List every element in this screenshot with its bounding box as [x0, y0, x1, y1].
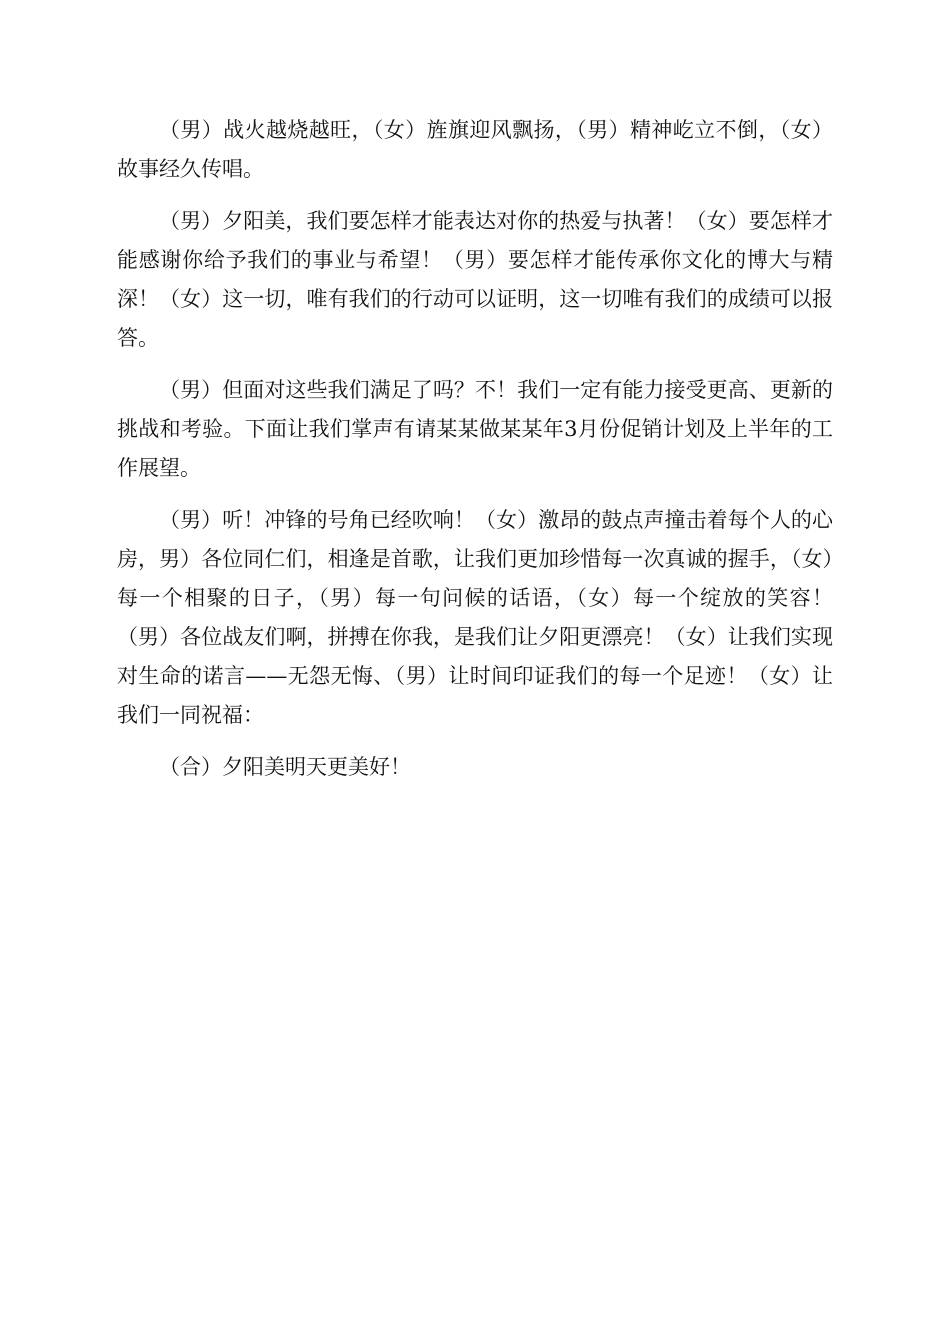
paragraph-5: （合）夕阳美明天更美好！: [159, 755, 411, 779]
paragraph-2: （男）夕阳美，我们要怎样才能表达对你的热爱与执著！（女）要怎样才能感谢你给予我们的事业与希望！（男）要怎样才能传承你文化的博大与精深！（女）这一切，唯有我们的行动可以证明，这一切唯有我们的成绩可以报答。: [117, 209, 833, 350]
document-body: [117, 111, 833, 800]
paragraph-3: （男）但面对这些我们满足了吗？不！我们一定有能力接受更高、更新的挑战和考验。下面让我们掌声有请某某做某某年3月份促销计划及上半年的工作展望。: [117, 378, 833, 480]
paragraph-1: （男）战火越烧越旺，（女）旌旗迎风飘扬，（男）精神屹立不倒，（女）故事经久传唱。: [117, 118, 833, 181]
paragraph-4: （男）听！冲锋的号角已经吹响！（女）激昂的鼓点声撞击着每个人的心房，男）各位同仁们，相逢是首歌，让我们更加珍惜每一次真诚的握手，（女）每一个相聚的日子，（男）每一句问候的话语，（女）每一个绽放的笑容！（男）各位战友们啊，拼搏在你我，是我们让夕阳更漂亮！（女）让我们实现对生命的诺言——无怨无悔、（男）让时间印证我们的每一个足迹！（女）让我们一同祝福：: [117, 508, 833, 727]
